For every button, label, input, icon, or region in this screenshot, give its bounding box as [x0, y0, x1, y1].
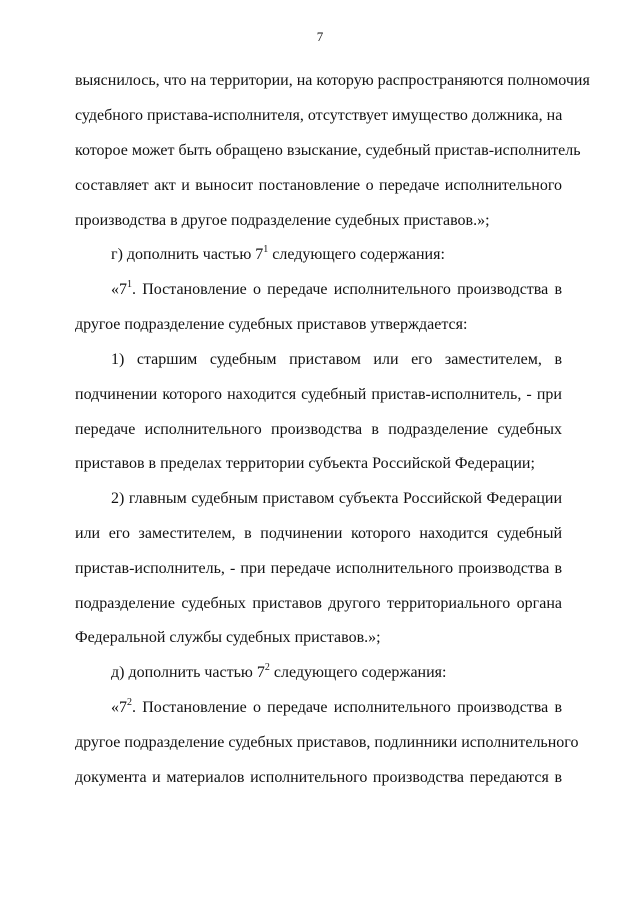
text-line: передаче исполнительного производства в подразделение судебных	[75, 421, 562, 438]
amendment-item-g: г) дополнить частью $7^1$ следующего содержания:	[111, 243, 445, 263]
superscript: 1	[263, 243, 269, 255]
subitem-1-line: 1) старшим судебным приставом или его заместителем, в	[111, 351, 562, 368]
text-line: подразделение судебных приставов другого территориального органа	[75, 595, 562, 612]
superscript: 2	[127, 696, 132, 708]
paragraph-7-1-heading: «$7^1$. Постановление о передаче исполнительного производства в	[111, 278, 562, 298]
text-line: приставов в пределах территории субъекта Российской Федерации;	[75, 455, 535, 472]
subitem-2-line: 2) главным судебным приставом субъекта Российской Федерации	[111, 490, 562, 507]
text-line: документа и материалов исполнительного производства передаются в	[75, 769, 562, 786]
paragraph-7-2-heading: «$7^2$. Постановление о передаче исполнительного производства в	[111, 696, 562, 716]
page-number: 7	[316, 29, 324, 44]
text-line: пристав-исполнитель, - при передаче исполнительного производства в	[75, 560, 562, 577]
text-line: другое подразделение судебных приставов утверждается:	[75, 316, 468, 333]
superscript: 1	[127, 278, 132, 290]
text-line: составляет акт и выносит постановление о передаче исполнительного	[75, 177, 562, 194]
text-line: судебного пристава-исполнителя, отсутствует имущество должника, на	[75, 107, 563, 124]
text-line: другое подразделение судебных приставов, подлинники исполнительного	[75, 734, 579, 751]
text-line: которое может быть обращено взыскание, судебный пристав-исполнитель	[75, 142, 581, 159]
text-line: производства в другое подразделение судебных приставов.»;	[75, 212, 490, 229]
text-line: выяснилось, что на территории, на которую распространяются полномочия	[75, 72, 590, 89]
text-line: Федеральной службы судебных приставов.»;	[75, 629, 381, 646]
superscript: 2	[264, 661, 270, 673]
text-line: или его заместителем, в подчинении которого находится судебный	[75, 525, 562, 542]
amendment-item-d: д) дополнить частью $7^2$ следующего содержания:	[111, 661, 447, 681]
text-line: подчинении которого находится судебный пристав-исполнитель, - при	[75, 386, 562, 403]
